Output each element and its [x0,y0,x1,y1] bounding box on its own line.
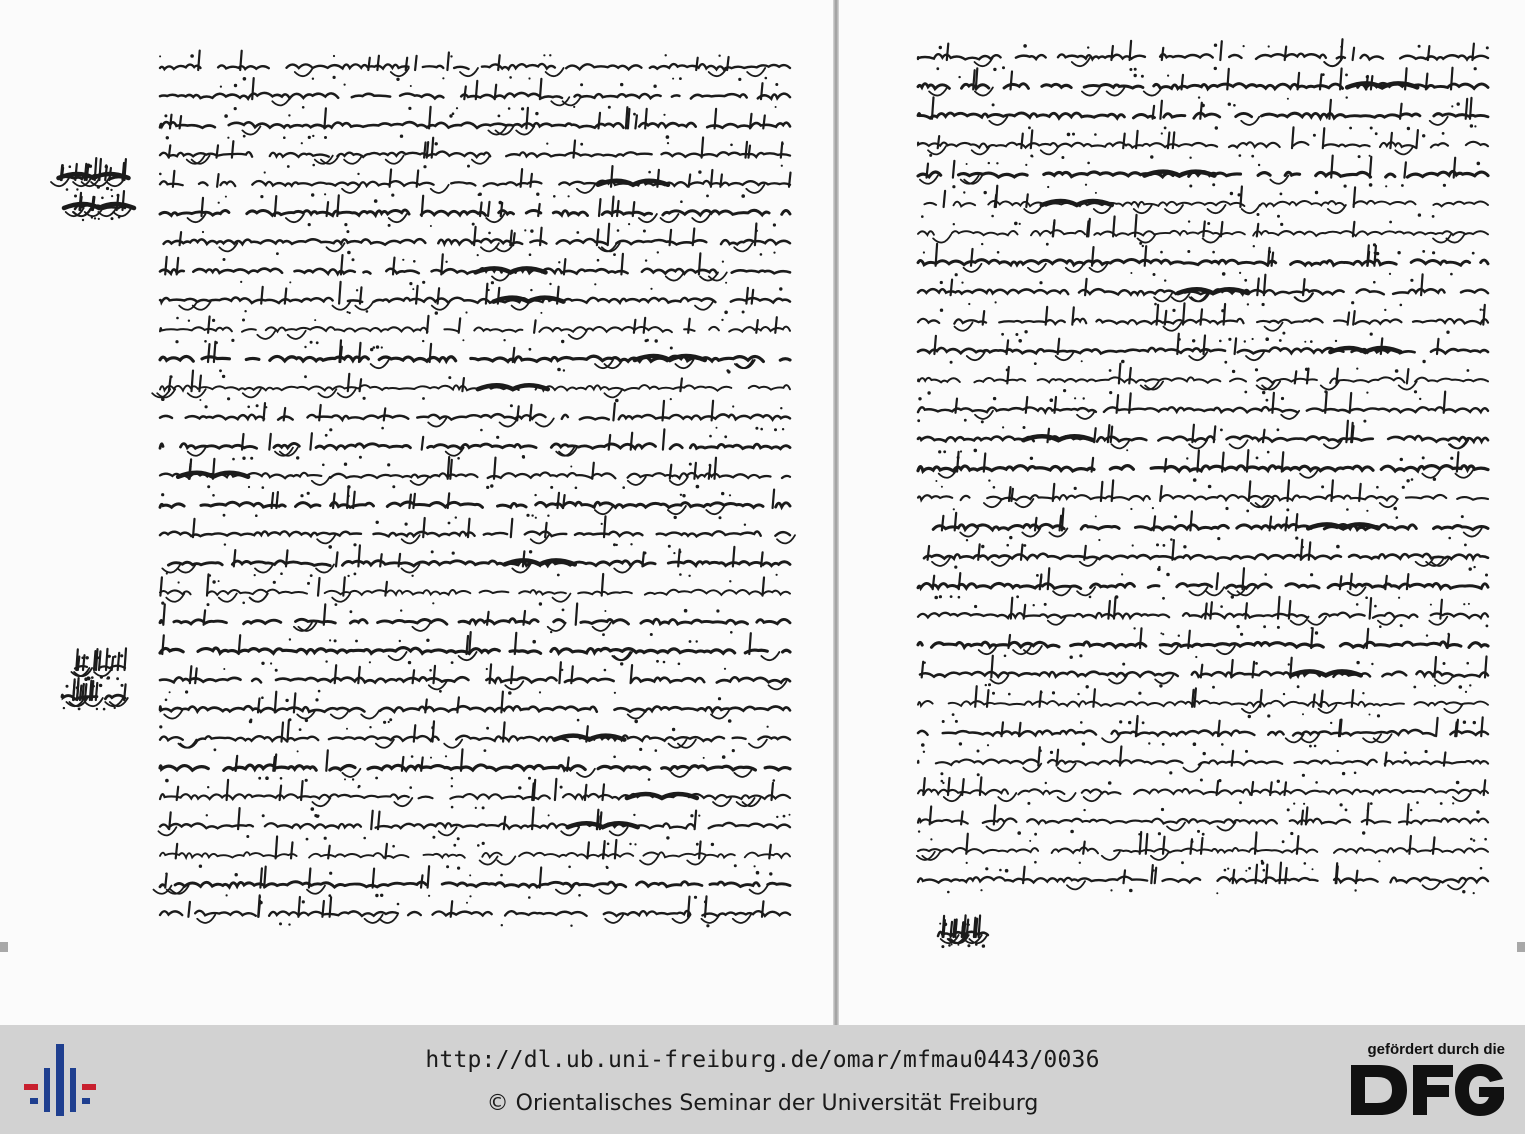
funding-caption: gefördert durch die [1367,1041,1505,1058]
book-gutter [833,0,839,1025]
viewer-footer [0,1025,1525,1134]
manuscript-page-left [0,0,835,1025]
manuscript-page-right [838,0,1525,1025]
page-edge-mark [0,942,8,952]
handwritten-arabic-text-left [0,0,835,1025]
document-url-link[interactable]: http://dl.ub.uni-freiburg.de/omar/mfmau0443/0036 [425,1047,1100,1073]
handwritten-arabic-text-right [838,0,1525,1025]
page-edge-mark [1517,942,1525,952]
copyright-notice: © Orientalisches Seminar der Universität Freiburg [486,1091,1039,1116]
dfg-logo-icon[interactable] [1349,1061,1507,1119]
